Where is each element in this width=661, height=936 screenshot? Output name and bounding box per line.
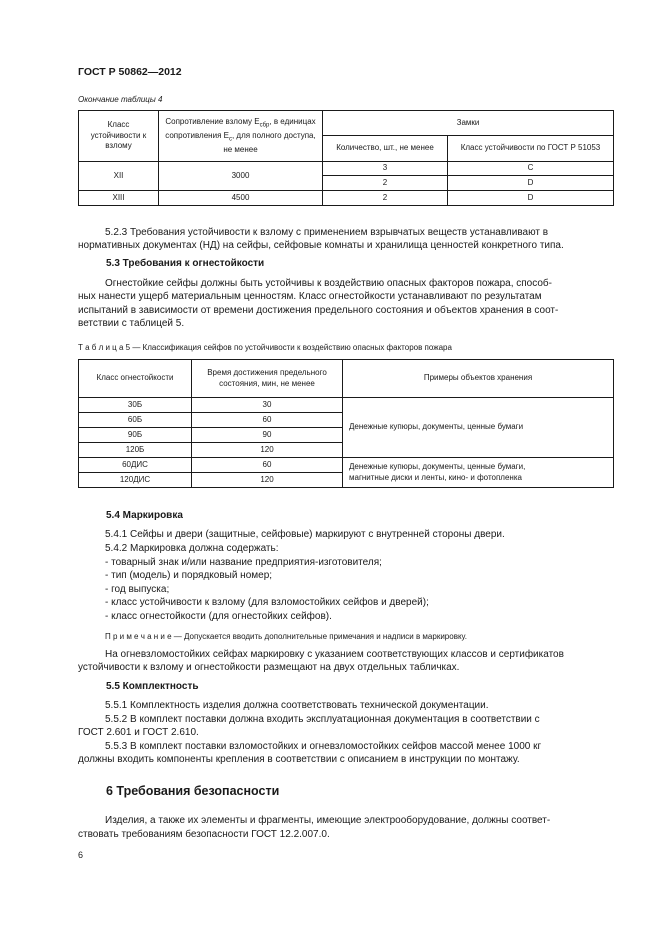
table5-examples-cell-1: Денежные купюры, документы, ценные бумаги bbox=[343, 398, 614, 458]
paragraph-6-line2: ствовать требованиям безопасности ГОСТ 12.2.007.0. bbox=[78, 829, 330, 840]
table4-cell: 3 bbox=[323, 162, 448, 176]
heading-section-6: 6 Требования безопасности bbox=[106, 784, 280, 798]
table4-header-resistance: Сопротивление взлому $E_{сбр}$, в единицах сопротивления $E_с$, для полного доступа, не менее bbox=[159, 111, 323, 162]
table5-caption-text: — Классификация сейфов по устойчивости к воздействию опасных факторов пожара bbox=[130, 343, 452, 352]
heading-5-3: 5.3 Требования к огнестойкости bbox=[106, 258, 265, 269]
table5-examples-2-line2: магнитные диски и ленты, кино- и фотопленка bbox=[349, 472, 522, 482]
table5-caption bbox=[78, 343, 452, 352]
list-item: - класс огнестойкости (для огнестойких сейфов). bbox=[105, 611, 332, 622]
paragraph-5-3-line2: ных нанести ущерб материальным ценностям. Класс огнестойкости устанавливают по результатам bbox=[78, 291, 542, 302]
table5-cell: 60 bbox=[192, 413, 343, 428]
table5-examples-cell-2 bbox=[343, 458, 614, 488]
table5-cell: 90 bbox=[192, 428, 343, 443]
paragraph-5-5-1: 5.5.1 Комплектность изделия должна соответствовать технической документации. bbox=[105, 700, 489, 711]
table4-cell: 2 bbox=[323, 176, 448, 191]
table5-cell: 120 bbox=[192, 473, 343, 488]
table5-cell: 60Б bbox=[79, 413, 192, 428]
list-item: - класс устойчивости к взлому (для взломостойких сейфов и дверей); bbox=[105, 597, 429, 608]
paragraph-5-5-3-line1: 5.5.3 В комплект поставки взломостойких и огневзломостойких сейфов массой менее 1000 кг bbox=[105, 741, 542, 752]
list-item: - год выпуска; bbox=[105, 584, 170, 595]
document-title: ГОСТ Р 50862—2012 bbox=[78, 66, 182, 78]
table5-cell: 120Б bbox=[79, 443, 192, 458]
table4-cell: 2 bbox=[323, 191, 448, 206]
table5-header-time: Время достижения предельного состояния, мин, не менее bbox=[192, 360, 343, 398]
paragraph-5-4-after-line2: устойчивости к взлому и огнестойкости размещают на двух отдельных табличках. bbox=[78, 662, 460, 673]
paragraph-5-4-after-line1: На огневзломостойких сейфах маркировку с указанием соответствующих классов и сертификатов bbox=[105, 649, 564, 660]
table-row bbox=[79, 398, 614, 413]
paragraph-5-4-1: 5.4.1 Сейфы и двери (защитные, сейфовые) маркируют с внутренней стороны двери. bbox=[105, 529, 505, 540]
table4-cell: 4500 bbox=[159, 191, 323, 206]
list-item: - товарный знак и/или название предприятия-изготовителя; bbox=[105, 557, 382, 568]
table4-header-lock-class: Класс устойчивости по ГОСТ Р 51053 bbox=[448, 136, 614, 162]
list-item: - тип (модель) и порядковый номер; bbox=[105, 570, 273, 581]
paragraph-6-line1: Изделия, а также их элементы и фрагменты, имеющие электрооборудование, должны соответ- bbox=[105, 815, 551, 826]
table5-header-class: Класс огнестойкости bbox=[79, 360, 192, 398]
table5 bbox=[78, 359, 614, 488]
table5-cell: 60ДИС bbox=[79, 458, 192, 473]
table4 bbox=[78, 110, 614, 206]
table4-header-locks: Замки bbox=[323, 111, 614, 136]
paragraph-5-3-line3: испытаний в зависимости от времени достижения предельного состояния и объектов хранения в соот- bbox=[78, 305, 559, 316]
paragraph-5-5-3-line2: должны входить компоненты крепления в соответствии с описанием в инструкции по монтажу. bbox=[78, 754, 520, 765]
paragraph-5-2-3-line1: 5.2.3 Требования устойчивости к взлому с применением взрывчатых веществ устанавливают в bbox=[105, 227, 549, 238]
paragraph-5-2-3-line2: нормативных документах (НД) на сейфы, сейфовые комнаты и хранилища ценностей конкретного типа. bbox=[78, 240, 564, 251]
table4-cell: 3000 bbox=[159, 162, 323, 191]
table5-cell: 120ДИС bbox=[79, 473, 192, 488]
table-row bbox=[79, 458, 614, 473]
table4-cell: XII bbox=[79, 162, 159, 191]
table4-cell: C bbox=[448, 162, 614, 176]
paragraph-5-3-line1: Огнестойкие сейфы должны быть устойчивы к воздействию опасных факторов пожара, способ- bbox=[105, 278, 552, 289]
table4-header-class: Класс устойчивости к взлому bbox=[79, 111, 159, 162]
paragraph-5-3-line4: ветствии с таблицей 5. bbox=[78, 318, 185, 329]
paragraph-5-5-2-line2: ГОСТ 2.601 и ГОСТ 2.610. bbox=[78, 727, 199, 738]
table5-cell: 90Б bbox=[79, 428, 192, 443]
table4-cell: D bbox=[448, 191, 614, 206]
table4-cell: XIII bbox=[79, 191, 159, 206]
table-row bbox=[79, 191, 614, 206]
table4-cell: D bbox=[448, 176, 614, 191]
paragraph-5-4-2: 5.4.2 Маркировка должна содержать: bbox=[105, 543, 279, 554]
table5-header-examples: Примеры объектов хранения bbox=[343, 360, 614, 398]
table5-caption-prefix: Т а б л и ц а 5 bbox=[78, 343, 131, 352]
table5-cell: 120 bbox=[192, 443, 343, 458]
table5-cell: 30Б bbox=[79, 398, 192, 413]
paragraph-5-5-2-line1: 5.5.2 В комплект поставки должна входить эксплуатационная документация в соответствии с bbox=[105, 714, 540, 725]
note-prefix: П р и м е ч а н и е bbox=[105, 632, 172, 641]
page-number: 6 bbox=[78, 850, 84, 860]
table5-examples-2-line1: Денежные купюры, документы, ценные бумаги, bbox=[349, 462, 526, 471]
heading-5-5: 5.5 Комплектность bbox=[106, 681, 199, 692]
heading-5-4: 5.4 Маркировка bbox=[106, 510, 183, 521]
note bbox=[105, 632, 467, 641]
table5-cell: 60 bbox=[192, 458, 343, 473]
table5-cell: 30 bbox=[192, 398, 343, 413]
note-text: — Допускается вводить дополнительные примечания и надписи в маркировку. bbox=[171, 632, 467, 641]
table4-caption: Окончание таблицы 4 bbox=[78, 95, 163, 104]
table4-header-lock-qty: Количество, шт., не менее bbox=[323, 136, 448, 162]
table-row bbox=[79, 162, 614, 176]
